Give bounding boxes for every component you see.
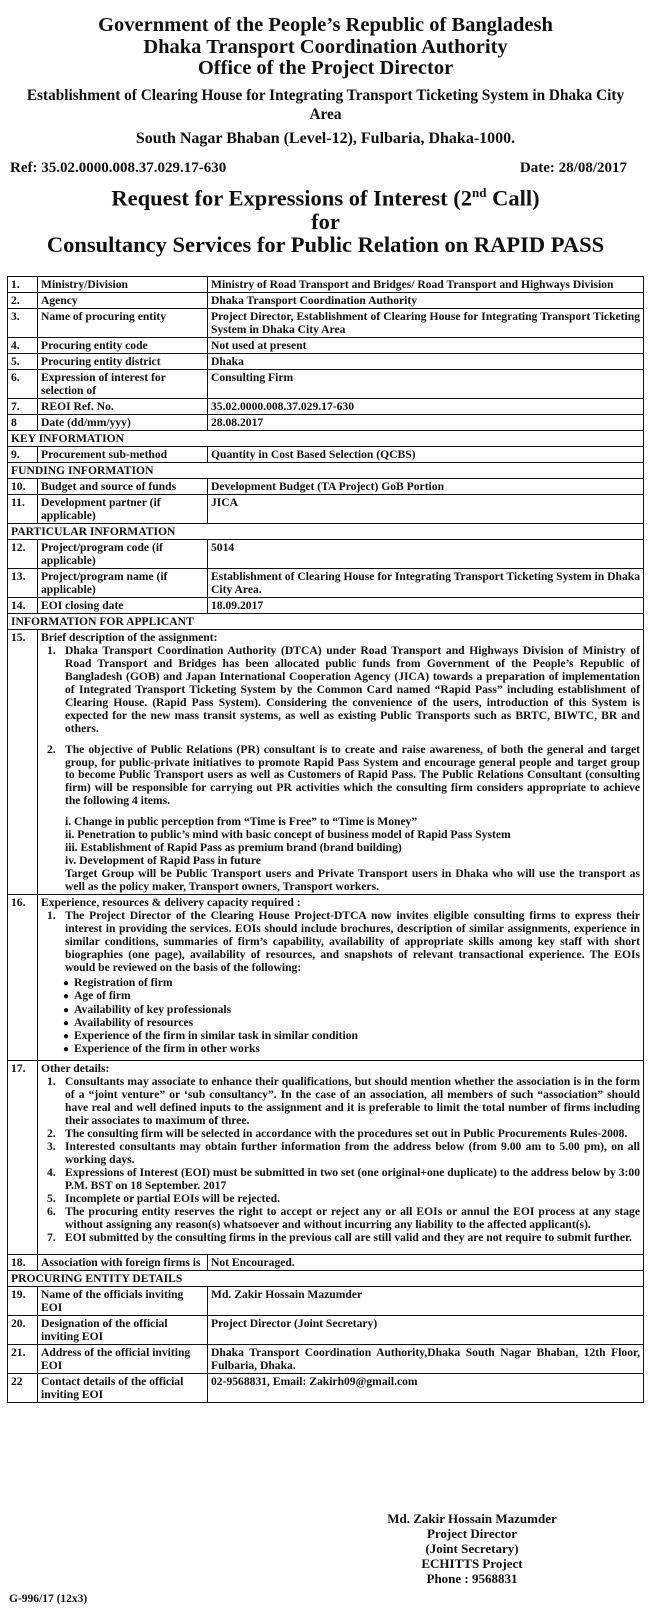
row-field: Procurement sub-method <box>38 446 208 462</box>
criteria-item: ● Registration of firm <box>63 976 640 989</box>
paragraph-text: Interested consultants may obtain further information from the address below (from 9.00 am to 5.00 pm), on all working days. <box>65 1140 640 1167</box>
row-value: Project Director (Joint Secretary) <box>208 1316 644 1345</box>
row-value: Consulting Firm <box>208 369 644 398</box>
office-address: South Nagar Bhaban (Level-12), Fulbaria, Dhaka-1000. <box>135 130 516 148</box>
title-text-a: Request for Expressions of Interest (2 <box>111 185 473 211</box>
title-line-1 <box>0 186 651 210</box>
table-row <box>8 1345 644 1374</box>
section-heading: INFORMATION FOR APPLICANT <box>8 613 644 629</box>
paragraph-number: 1. <box>47 909 56 923</box>
title-line-2: for <box>311 208 340 234</box>
objective-item: iv. Development of Rapid Pass in future <box>65 854 261 868</box>
table-row <box>8 1374 644 1403</box>
objective-item: i. Change in public perception from “Time is Free” to “Time is Money” <box>65 815 418 829</box>
section-row <box>8 1271 644 1287</box>
row-field: Designation of the official inviting EOI <box>38 1316 208 1345</box>
paragraph-number: 5. <box>47 1192 56 1206</box>
table-row <box>8 337 644 353</box>
section-heading: FUNDING INFORMATION <box>8 462 644 478</box>
table-row <box>8 414 644 430</box>
row-field: Project/program name (if applicable) <box>38 568 208 597</box>
row-number: 14. <box>8 597 38 613</box>
row-value: Not used at present <box>208 337 644 353</box>
paragraph-number: 1. <box>47 1075 56 1089</box>
government-name: Government of the People’s Republic of Bangladesh <box>98 14 553 36</box>
signature-block <box>362 1512 582 1587</box>
row-number: 17. <box>8 1061 38 1255</box>
criteria-item: ● Availability of key professionals <box>63 1003 640 1016</box>
row-field: Name of the officials inviting EOI <box>38 1287 208 1316</box>
paragraph-text: EOI submitted by the consulting firms in the previous call are still valid and they are not require to submit further. <box>65 1231 632 1245</box>
row-field: Procuring entity code <box>38 337 208 353</box>
criteria-item: ● Experience of the firm in similar task in similar condition <box>63 1029 640 1042</box>
section-row <box>8 523 644 539</box>
section-row <box>8 462 644 478</box>
row-field: Name of procuring entity <box>38 308 208 337</box>
experience-heading: Experience, resources & delivery capacity required : <box>41 896 301 910</box>
row-value: Dhaka Transport Coordination Authority,Dhaka South Nagar Bhaban, 12th Floor, Fulbaria, Dhaka. <box>208 1345 644 1374</box>
row-number: 6. <box>8 369 38 398</box>
numbered-paragraph <box>41 743 640 808</box>
criteria-item: ● Experience of the firm in other works <box>63 1042 640 1055</box>
row-number: 20. <box>8 1316 38 1345</box>
section-heading: PROCURING ENTITY DETAILS <box>8 1271 644 1287</box>
row-field: Date (dd/mm/yyy) <box>38 414 208 430</box>
signatory-rank: (Joint Secretary) <box>425 1540 519 1556</box>
row-field: Contact details of the official inviting EOI <box>38 1374 208 1403</box>
table-row <box>8 478 644 494</box>
row-value: Md. Zakir Hossain Mazumder <box>208 1287 644 1316</box>
footer-reference: G-996/17 (12x3) <box>9 1593 88 1605</box>
assignment-heading: Brief description of the assignment: <box>41 630 218 644</box>
paragraph-number: 7. <box>47 1231 56 1245</box>
reference-line <box>10 160 627 177</box>
notice-header <box>0 15 651 148</box>
row-field: Project/program code (if applicable) <box>38 539 208 568</box>
row-value: Dhaka <box>208 353 644 369</box>
row-number: 11. <box>8 494 38 523</box>
paragraph-text: The Project Director of the Clearing House Project-DTCA now invites eligible consulting firms to express their interest in providing the services. EOIs should include brochures, description of similar assignments, experience in similar conditions, summaries of firm’s capability, availability of appropriate skills among key staff with short biographies (one page), availability of resources, and snapshots of relevant transactional experience. The EOIs would be reviewed on the basis of the following: <box>65 909 640 975</box>
numbered-paragraph <box>41 644 640 735</box>
row-value: 35.02.0000.008.37.029.17-630 <box>208 398 644 414</box>
numbered-paragraph <box>41 1127 640 1140</box>
row-number: 12. <box>8 539 38 568</box>
table-row <box>8 277 644 293</box>
section-heading: KEY INFORMATION <box>8 430 644 446</box>
row-number: 4. <box>8 337 38 353</box>
row-value: Dhaka Transport Coordination Authority <box>208 292 644 308</box>
row-field: Address of the official inviting EOI <box>38 1345 208 1374</box>
row-number: 16. <box>8 895 38 1061</box>
numbered-paragraph <box>41 909 640 974</box>
assignment-description <box>38 629 644 895</box>
objective-item: iii. Establishment of Rapid Pass as premium brand (brand building) <box>65 841 402 855</box>
paragraph-text: Expressions of Interest (EOI) must be submitted in two set (one original+one duplicate) to the address below by 3:00 P.M. BST on 18 September. 2017 <box>65 1166 640 1193</box>
row-value: Not Encouraged. <box>208 1255 644 1271</box>
paragraph-text: The objective of Public Relations (PR) consultant is to create and raise awareness, of both the general and target group, for public-private initiatives to promote Rapid Pass System and encourage general people and target group to become Public Transport users as well as Customers of Rapid Pass. The Public Relations Consultant (consulting firm) will be responsible for carrying out PR activities which the consulting firm considers appropriate to achieve the following 4 items. <box>65 742 640 808</box>
numbered-paragraph <box>41 1231 640 1244</box>
table-row <box>8 446 644 462</box>
numbered-paragraph <box>41 1140 640 1166</box>
eoi-table <box>7 276 644 1403</box>
criteria-item: ● Availability of resources <box>63 1016 640 1029</box>
signatory-project: ECHITTS Project <box>421 1555 523 1571</box>
row-field: Procuring entity district <box>38 353 208 369</box>
paragraph-number: 2. <box>47 742 56 756</box>
reference-number: Ref: 35.02.0000.008.37.029.17-630 <box>10 160 227 177</box>
row-number: 7. <box>8 398 38 414</box>
numbered-paragraph <box>41 1075 640 1127</box>
objective-item: ii. Penetration to public’s mind with basic concept of business model of Rapid Pass System <box>65 828 511 842</box>
table-row <box>8 629 644 895</box>
paragraph-number: 6. <box>47 1205 56 1219</box>
title-superscript: nd <box>472 185 487 201</box>
paragraph-text: Consultants may associate to enhance their qualifications, but should mention whether the association is in the form of a “joint venture” or ‘sub consultancy”. In the case of an association, all members of such “association” should have real and well defined inputs to the assignment and it is preferable to limit the total number of firms including their associates to maximum of three. <box>65 1075 640 1128</box>
table-row <box>8 1255 644 1271</box>
row-value: 28.08.2017 <box>208 414 644 430</box>
table-row <box>8 895 644 1061</box>
row-number: 8 <box>8 414 38 430</box>
office-name: Office of the Project Director <box>197 57 454 80</box>
paragraph-text: Incomplete or partial EOIs will be rejected. <box>65 1192 280 1206</box>
signatory-title: Project Director <box>426 1525 518 1541</box>
row-number: 5. <box>8 353 38 369</box>
table-row <box>8 539 644 568</box>
table-row <box>8 597 644 613</box>
row-value: 18.09.2017 <box>208 597 644 613</box>
row-field: Expression of interest for selection of <box>38 369 208 398</box>
table-row <box>8 398 644 414</box>
table-row <box>8 1316 644 1345</box>
row-value: Ministry of Road Transport and Bridges/ Road Transport and Highways Division <box>208 277 644 293</box>
row-number: 15. <box>8 629 38 895</box>
table-row <box>8 494 644 523</box>
row-number: 18. <box>8 1255 38 1271</box>
row-field: REOI Ref. No. <box>38 398 208 414</box>
row-number: 19. <box>8 1287 38 1316</box>
experience-requirements <box>38 895 644 1061</box>
row-number: 2. <box>8 292 38 308</box>
row-field: Association with foreign firms is <box>38 1255 208 1271</box>
table-row <box>8 1061 644 1255</box>
row-field: EOI closing date <box>38 597 208 613</box>
target-group-text: Target Group will be Public Transport users and Private Transport users in Dhaka who will use the transport as well as the policy maker, Transport owners, Transport workers. <box>65 867 640 894</box>
row-value: JICA <box>208 494 644 523</box>
paragraph-text: The consulting firm will be selected in accordance with the procedures set out in Public Procurements Rules-2008. <box>65 1127 628 1141</box>
criteria-list <box>63 976 640 1059</box>
row-field: Ministry/Division <box>38 277 208 293</box>
table-row <box>8 369 644 398</box>
paragraph-text: The procuring entity reserves the right to accept or reject any or all EOIs or annul the EOI process at any stage without assigning any reason(s) whatsoever and without incurring any liability to the affected applicant(s). <box>65 1205 640 1232</box>
paragraph-number: 1. <box>47 643 56 657</box>
table-row <box>8 292 644 308</box>
numbered-paragraph <box>41 1166 640 1192</box>
numbered-paragraph <box>41 1205 640 1231</box>
row-field: Budget and source of funds <box>38 478 208 494</box>
paragraph-number: 2. <box>47 1127 56 1141</box>
signatory-phone: Phone : 9568831 <box>426 1570 518 1586</box>
notice-date: Date: 28/08/2017 <box>519 160 627 177</box>
row-number: 1. <box>8 277 38 293</box>
table-row <box>8 308 644 337</box>
section-row <box>8 613 644 629</box>
paragraph-number: 3. <box>47 1140 56 1154</box>
objective-list <box>65 815 640 893</box>
criteria-item: ● Age of firm <box>63 989 640 1002</box>
signatory-name: Md. Zakir Hossain Mazumder <box>387 1511 557 1526</box>
row-value: Project Director, Establishment of Clearing House for Integrating Transport Ticketing System in Dhaka City Area <box>208 308 644 337</box>
paragraph-text: Dhaka Transport Coordination Authority (DTCA) under Road Transport and Highways Division of Ministry of Road Transport and Bridges has been allocated public funds from Government of the People’s Republic of Bangladesh (GOB) and Japan International Cooperation Agency (JICA) towards a preparation of implementation of Integrated Transport Ticketing System by the Common Card named “Rapid Pass” including establishment of Clearing House. (Rapid Pass System). Considering the convenience of the users, introduction of this System is expected for the new mass transit systems, as well as existing Public Transports such as BRTC, BIWTC, BR and others. <box>65 643 640 735</box>
section-row <box>8 430 644 446</box>
section-heading: PARTICULAR INFORMATION <box>8 523 644 539</box>
other-details <box>38 1061 644 1255</box>
row-number: 21. <box>8 1345 38 1374</box>
row-field: Agency <box>38 292 208 308</box>
project-name: Establishment of Clearing House for Integrating Transport Ticketing System in Dhaka City Area <box>26 86 625 124</box>
row-value: 02-9568831, Email: Zakirh09@gmail.com <box>208 1374 644 1403</box>
row-value: Quantity in Cost Based Selection (QCBS) <box>208 446 644 462</box>
row-number: 22 <box>8 1374 38 1403</box>
row-value: Establishment of Clearing House for Integrating Transport Ticketing System in Dhaka City Area. <box>208 568 644 597</box>
row-value: 5014 <box>208 539 644 568</box>
row-value: Development Budget (TA Project) GoB Portion <box>208 478 644 494</box>
paragraph-number: 4. <box>47 1166 56 1180</box>
row-number: 13. <box>8 568 38 597</box>
row-number: 10. <box>8 478 38 494</box>
row-number: 3. <box>8 308 38 337</box>
table-row <box>8 353 644 369</box>
table-row <box>8 1287 644 1316</box>
title-line-3: Consultancy Services for Public Relation on RAPID PASS <box>46 232 605 258</box>
table-row <box>8 568 644 597</box>
notice-title <box>0 186 651 257</box>
numbered-paragraph <box>41 1192 640 1205</box>
row-number: 9. <box>8 446 38 462</box>
authority-name: Dhaka Transport Coordination Authority <box>143 35 508 58</box>
other-details-heading: Other details: <box>41 1062 110 1076</box>
row-field: Development partner (if applicable) <box>38 494 208 523</box>
title-text-b: Call) <box>486 185 540 211</box>
